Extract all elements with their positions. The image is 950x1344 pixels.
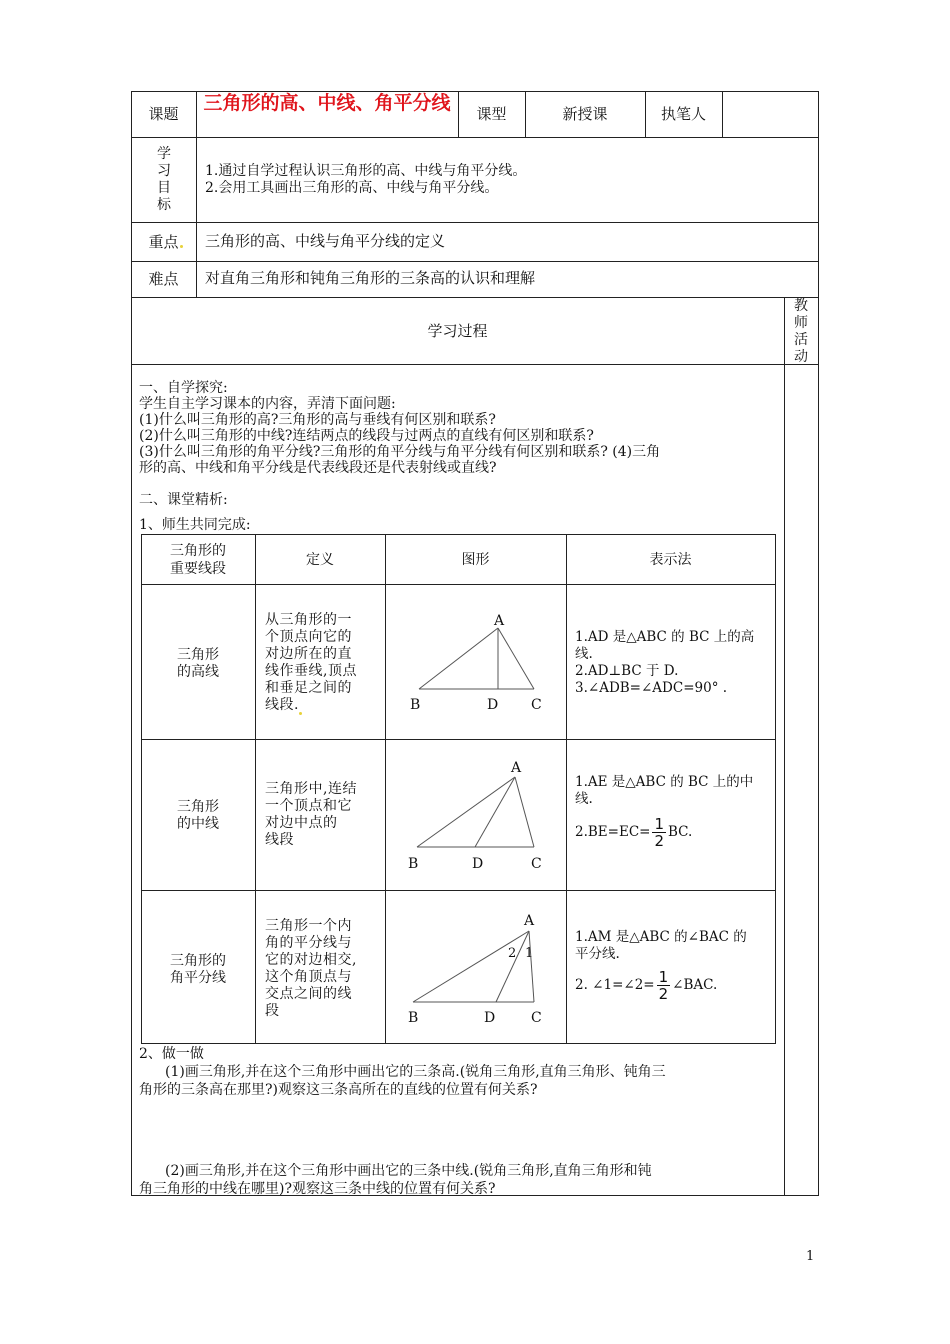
- row3-def-1: 三角形一个内: [265, 918, 352, 934]
- row3-def-3: 它的对边相交,: [265, 952, 357, 968]
- row3-notation-1: 1.AM 是△ABC 的∠BAC 的: [575, 929, 747, 945]
- inner-header-definition: 定义: [306, 552, 334, 568]
- altitude-figure: [386, 585, 566, 739]
- row-divider-4: [131, 297, 819, 298]
- row3-def-2: 角的平分线与: [265, 935, 352, 951]
- inner-header-col1-line2: 重要线段: [170, 561, 226, 577]
- row3-notation-3: [575, 965, 717, 1005]
- goals-label-2: 习: [157, 163, 171, 179]
- median-side-ac: [515, 777, 534, 847]
- bisector-label-angle2: 2: [508, 946, 517, 961]
- row3-name-line2: 角平分线: [170, 970, 226, 986]
- goals-label-4: 标: [157, 197, 171, 213]
- goals-label-3: 目: [157, 180, 171, 196]
- type-value: 新授课: [562, 105, 608, 123]
- sec1-title: 一、自学探究:: [139, 380, 228, 396]
- row3-notation-3-suffix: ∠BAC.: [672, 977, 718, 993]
- median-label-d: D: [472, 856, 484, 872]
- page-number: 1: [806, 1249, 815, 1264]
- row2-notation-2: 线.: [575, 791, 593, 807]
- inner-col-4: [775, 534, 776, 1044]
- bisector-label-a: A: [524, 913, 535, 929]
- label-type: 课型: [476, 105, 507, 123]
- inner-header-figure: 图形: [461, 552, 490, 568]
- question-3-line1: (3)什么叫三角形的角平分线?三角形的角平分线与角平分线有何区别和联系? (4)三角: [139, 444, 661, 460]
- median-figure: [386, 740, 566, 890]
- bisector-label-d: D: [484, 1010, 496, 1026]
- do1-line2: 角形的三条高在那里?)观察这三条高所在的直线的位置有何关系?: [139, 1082, 538, 1098]
- row3-notation-2: 平分线.: [575, 946, 620, 962]
- row2-def-4: 线段: [265, 832, 294, 848]
- median-side-ab: [417, 777, 515, 847]
- row1-def-4: 线作垂线,顶点: [265, 663, 357, 679]
- key-point-label: 重点: [148, 233, 179, 251]
- row1-def-5: 和垂足之间的: [265, 680, 352, 696]
- inner-header-notation: 表示法: [649, 552, 692, 568]
- col-divider-teacher: [784, 297, 785, 1196]
- do2-line1: (2)画三角形,并在这个三角形中画出它的三条中线.(锐角三角形,直角三角形和钝: [165, 1163, 652, 1179]
- row1-def-3: 对边所在的直: [265, 646, 352, 662]
- do1-line1: (1)画三角形,并在这个三角形中画出它的三条高.(锐角三角形,直角三角形、钝角三: [165, 1064, 666, 1080]
- teacher-label-4: 动: [794, 349, 808, 365]
- altitude-label-b: B: [410, 697, 421, 713]
- inner-top: [141, 534, 775, 535]
- process-title: 学习过程: [427, 322, 488, 340]
- row3-name-line1: 三角形的: [170, 953, 226, 969]
- row3-def-6: 段: [265, 1003, 280, 1019]
- row1-notation-2: 线.: [575, 646, 593, 662]
- altitude-label-c: C: [531, 697, 542, 713]
- row-divider-2: [131, 222, 819, 223]
- question-1: (1)什么叫三角形的高?三角形的高与垂线有何区别和联系?: [139, 412, 496, 428]
- row3-fraction-den: 2: [658, 985, 669, 1003]
- label-author: 执笔人: [660, 105, 706, 123]
- row3-def-4: 这个角顶点与: [265, 969, 352, 985]
- inner-col-1: [255, 534, 256, 1044]
- median-label-b: B: [408, 856, 419, 872]
- row1-def-6: 线段.: [265, 697, 299, 713]
- row2-fraction: [652, 816, 666, 849]
- median-label-a: A: [511, 760, 522, 776]
- row1-def-dot: [299, 712, 302, 715]
- row-divider-1: [131, 137, 819, 138]
- row1-name-line2: 的高线: [177, 664, 219, 680]
- altitude-label-d: D: [487, 697, 499, 713]
- inner-header-col1-line1: 三角形的: [170, 543, 226, 559]
- col-divider-author: [722, 91, 723, 138]
- median-label-c: C: [531, 856, 542, 872]
- row1-notation-4: 3.∠ADB=∠ADC=90° .: [575, 680, 728, 696]
- row2-notation-3-suffix: BC.: [668, 824, 693, 840]
- row2-def-2: 一个顶点和它: [265, 798, 352, 814]
- row3-fraction-num: 1: [658, 968, 669, 986]
- row-divider-5: [131, 364, 819, 365]
- topic-title: 三角形的高、中线、角平分线: [203, 92, 451, 114]
- question-2: (2)什么叫三角形的中线?连结两点的线段与过两点的直线有何区别和联系?: [139, 428, 594, 444]
- row2-def-1: 三角形中,连结: [265, 781, 357, 797]
- bisector-label-angle1: 1: [525, 946, 534, 961]
- col-divider-label: [196, 91, 197, 297]
- goal-item-1: 1.通过自学过程认识三角形的高、中线与角平分线。: [205, 163, 527, 179]
- row3-def-5: 交点之间的线: [265, 986, 352, 1002]
- row2-name-line2: 的中线: [177, 816, 219, 832]
- question-3-line2: 形的高、中线和角平分线是代表线段还是代表射线或直线?: [139, 460, 497, 476]
- row3-notation-3-prefix: 2. ∠1=∠2=: [575, 977, 655, 993]
- row2-fraction-den: 2: [654, 832, 665, 850]
- row3-fraction: [657, 969, 671, 1002]
- row2-name-line1: 三角形: [177, 799, 219, 815]
- goals-label-1: 学: [157, 146, 171, 162]
- label-topic: 课题: [148, 105, 179, 123]
- sub2-title: 2、做一做: [139, 1046, 204, 1062]
- key-point-dot: [180, 245, 183, 248]
- bisector-label-b: B: [408, 1010, 419, 1026]
- row2-fraction-num: 1: [654, 815, 665, 833]
- key-point-text: 三角形的高、中线与角平分线的定义: [205, 232, 446, 250]
- row2-notation-1: 1.AE 是△ABC 的 BC 上的中: [575, 774, 754, 790]
- row-divider-3: [131, 261, 819, 262]
- difficulty-text: 对直角三角形和钝角三角形的三条高的认识和理解: [205, 269, 536, 287]
- bisector-side-ac: [529, 931, 534, 1002]
- bisector-label-c: C: [531, 1010, 542, 1026]
- sec2-title: 二、课堂精析:: [139, 492, 228, 508]
- bisector-side-ab: [413, 931, 529, 1002]
- median-line: [475, 777, 515, 847]
- do2-line2: 角三角形的中线在哪里)?观察这三条中线的位置有何关系?: [139, 1181, 496, 1197]
- outer-left-border: [131, 91, 132, 1196]
- row1-notation-3: 2.AD⊥BC 于 D.: [575, 663, 679, 679]
- row1-name-line1: 三角形: [177, 647, 219, 663]
- altitude-label-a: A: [494, 613, 505, 629]
- inner-col-3: [566, 534, 567, 1044]
- row2-def-3: 对边中点的: [265, 815, 338, 831]
- inner-bottom: [141, 1043, 775, 1044]
- sec1-intro: 学生自主学习课本的内容，弄清下面问题:: [139, 396, 396, 412]
- row1-def-2: 个顶点向它的: [265, 629, 352, 645]
- teacher-label-2: 师: [794, 315, 808, 331]
- altitude-side-ac: [498, 628, 534, 689]
- bisector-figure: [386, 891, 566, 1043]
- altitude-side-ab: [419, 628, 498, 689]
- row1-def-1: 从三角形的一: [265, 612, 352, 628]
- difficulty-label: 难点: [148, 270, 179, 288]
- teacher-label-3: 活: [794, 332, 808, 348]
- sub1-title: 1、师生共同完成:: [139, 517, 251, 533]
- teacher-label-1: 教: [794, 298, 808, 314]
- goal-item-2: 2.会用工具画出三角形的高、中线与角平分线。: [205, 180, 499, 196]
- row1-notation-1: 1.AD 是△ABC 的 BC 上的高: [575, 629, 755, 645]
- outer-right-border: [818, 91, 819, 1196]
- row2-notation-3: [575, 812, 692, 852]
- row2-notation-3-prefix: 2.BE=EC=: [575, 824, 651, 840]
